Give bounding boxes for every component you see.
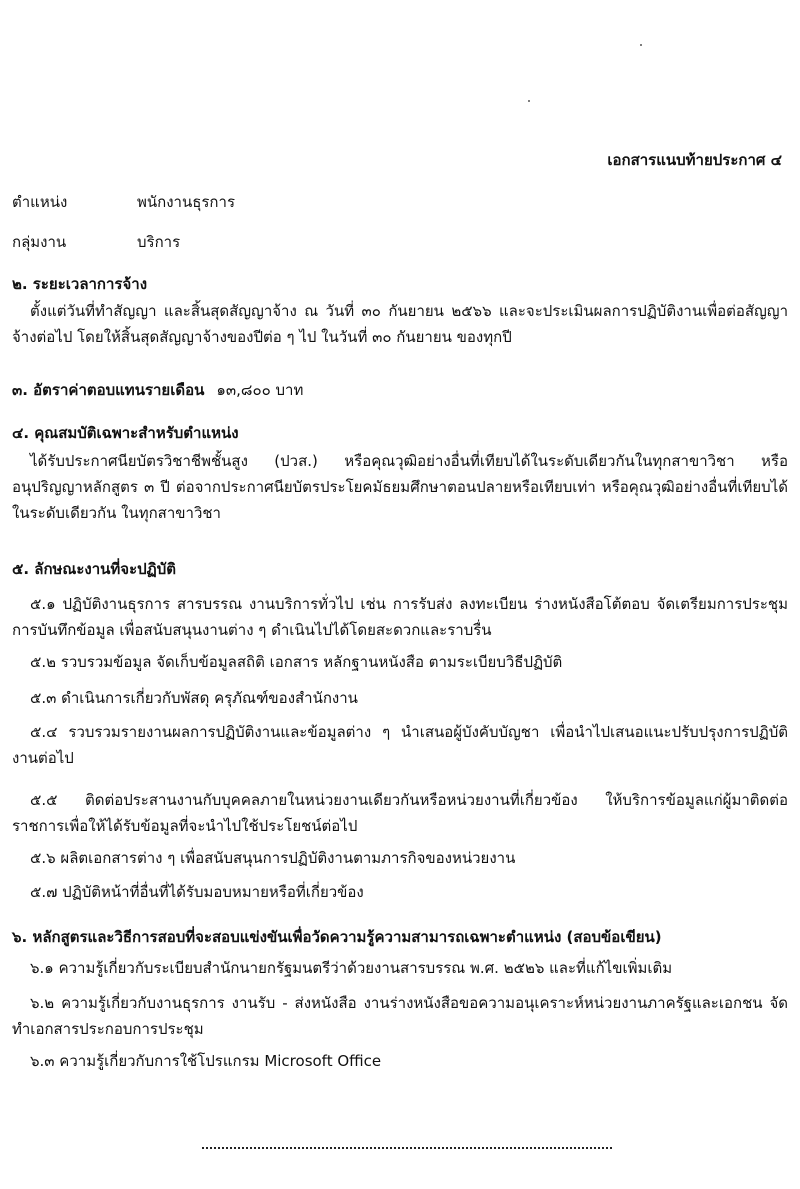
section-5-item: ๕.๑ ปฏิบัติงานธุรการ สารบรรณ งานบริการทั่วไป เช่น การรับส่ง ลงทะเบียน ร่างหนังสือโต้ตอบ จัดเตรียมการประชุม การบันทึกข้อมูล เพื่อสนับสนุนงานต่าง ๆ ดำเนินไปได้โดยสะดวกและราบรื่น bbox=[12, 595, 788, 639]
section-2-text: ตั้งแต่วันที่ทำสัญญา และสิ้นสุดสัญญาจ้าง ณ วันที่ ๓๐ กันยายน ๒๕๖๖ และจะประเมินผลการปฏิบัติงานเพื่อต่อสัญญาจ้างต่อไป โดยให้สิ้นสุดสัญญาจ้างของปีต่อ ๆ ไป ในวันที่ ๓๐ กันยายน ของทุกปี bbox=[12, 302, 788, 346]
section-6-item: ๖.๑ ความรู้เกี่ยวกับระเบียบสำนักนายกรัฐมนตรีว่าด้วยงานสารบรรณ พ.ศ. ๒๕๒๖ และที่แก้ไขเพิ่มเติม bbox=[30, 959, 673, 977]
section-4-heading: ๔. คุณสมบัติเฉพาะสำหรับตำแหน่ง bbox=[12, 424, 239, 442]
section-5-item: ๕.๓ ดำเนินการเกี่ยวกับพัสดุ ครุภัณฑ์ของสำนักงาน bbox=[30, 689, 358, 707]
section-3-heading: ๓. อัตราค่าตอบแทนรายเดือน bbox=[12, 381, 205, 399]
section-5-item: ๕.๕ ติดต่อประสานงานกับบุคคลภายในหน่วยงานเดียวกันหรือหน่วยงานที่เกี่ยวข้อง ให้บริการข้อมูลแก่ผู้มาติดต่อราชการเพื่อให้ได้รับข้อมูลที่จะนำไปใช้ประโยชน์ต่อไป bbox=[12, 791, 788, 835]
position-row bbox=[12, 190, 235, 214]
section-6-item: ๖.๒ ความรู้เกี่ยวกับงานธุรการ งานรับ - ส่งหนังสือ งานร่างหนังสือขอความอนุเคราะห์หน่วยงานภาครัฐและเอกชน จัดทำเอกสารประกอบการประชุม bbox=[12, 994, 788, 1038]
group-label: กลุ่มงาน bbox=[12, 233, 67, 251]
section-6-heading: ๖. หลักสูตรและวิธีการสอบที่จะสอบแข่งขันเพื่อวัดความรู้ความสามารถเฉพาะตำแหน่ง (สอบข้อเขียน) bbox=[12, 928, 662, 946]
position-value: พนักงานธุรการ bbox=[137, 193, 235, 211]
section-5-heading: ๕. ลักษณะงานที่จะปฏิบัติ bbox=[12, 560, 176, 578]
section-5-item: ๕.๔ รวบรวมรายงานผลการปฏิบัติงานและข้อมูลต่าง ๆ นำเสนอผู้บังคับบัญชา เพื่อนำไปเสนอแนะปรับปรุงการปฏิบัติงานต่อไป bbox=[12, 723, 788, 767]
section-4-text: ได้รับประกาศนียบัตรวิชาชีพชั้นสูง (ปวส.) หรือคุณวุฒิอย่างอื่นที่เทียบได้ในระดับเดียวกันในทุกสาขาวิชา หรืออนุปริญญาหลักสูตร ๓ ปี ต่อจากประกาศนียบัตรประโยคมัธยมศึกษาตอนปลายหรือเทียบเท่า หรือคุณวุฒิอย่างอื่นที่เทียบได้ในระดับเดียวกัน ในทุกสาขาวิชา bbox=[12, 452, 788, 522]
group-row bbox=[12, 230, 180, 254]
dotted-end-line bbox=[202, 1147, 612, 1149]
scan-speck bbox=[640, 44, 642, 46]
section-2-heading: ๒. ระยะเวลาการจ้าง bbox=[12, 275, 148, 293]
salary-value: ๑๓,๘๐๐ บาท bbox=[216, 381, 304, 399]
group-value: บริการ bbox=[137, 233, 181, 251]
section-3-row bbox=[12, 378, 303, 402]
section-5-item: ๕.๒ รวบรวมข้อมูล จัดเก็บข้อมูลสถิติ เอกสาร หลักฐานหนังสือ ตามระเบียบวิธีปฏิบัติ bbox=[30, 653, 563, 671]
position-label: ตำแหน่ง bbox=[12, 193, 68, 211]
section-6-item: ๖.๓ ความรู้เกี่ยวกับการใช้โปรแกรม Microsoft Office bbox=[30, 1052, 382, 1070]
scan-speck bbox=[528, 100, 530, 102]
section-5-item: ๕.๖ ผลิตเอกสารต่าง ๆ เพื่อสนับสนุนการปฏิบัติงานตามภารกิจของหน่วยงาน bbox=[30, 849, 516, 867]
section-5-item: ๕.๗ ปฏิบัติหน้าที่อื่นที่ได้รับมอบหมายหรือที่เกี่ยวข้อง bbox=[30, 883, 364, 901]
annex-title: เอกสารแนบท้ายประกาศ ๔ bbox=[607, 151, 782, 169]
